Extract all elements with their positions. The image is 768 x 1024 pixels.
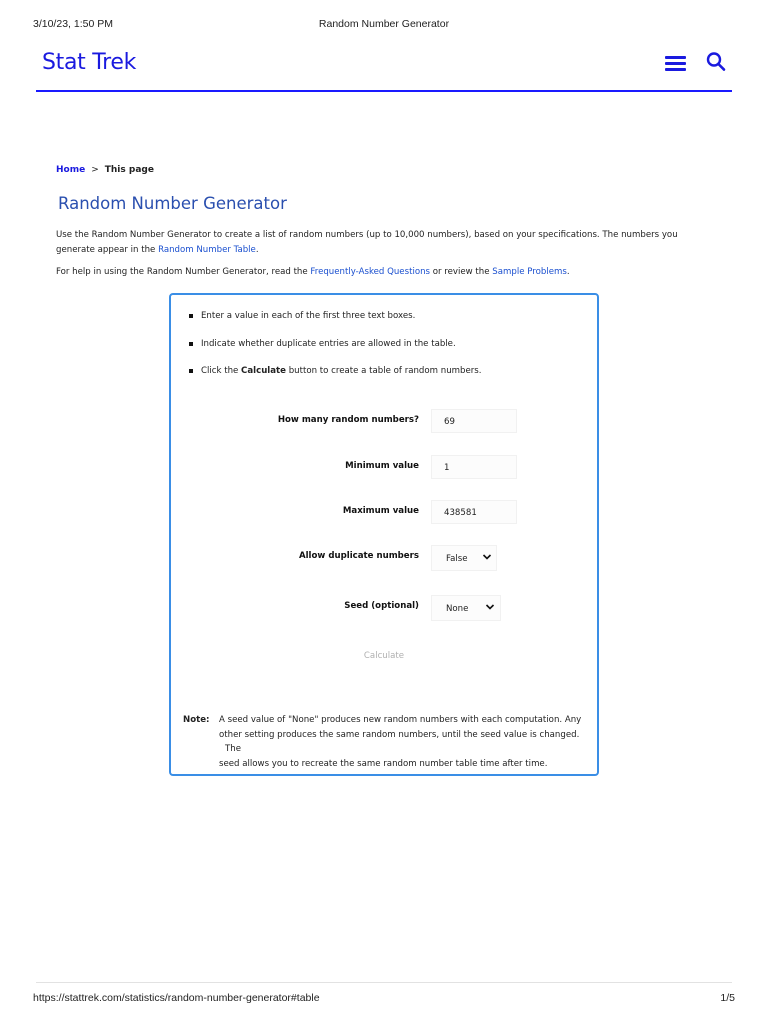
print-header (0, 18, 768, 32)
breadcrumb-home-link[interactable]: Home (56, 165, 86, 175)
chevron-down-icon (485, 602, 495, 612)
random-number-table-link[interactable]: Random Number Table (158, 244, 256, 255)
seed-value: None (446, 604, 469, 614)
faq-link[interactable]: Frequently-Asked Questions (310, 267, 431, 277)
search-icon[interactable] (705, 51, 727, 73)
print-footer (0, 992, 768, 1006)
min-label: Minimum value (345, 461, 419, 471)
instruction-item: Indicate whether duplicate entries are allowed in the table. (189, 339, 579, 367)
max-row (171, 500, 597, 524)
chevron-down-icon (482, 552, 492, 562)
print-url: https://stattrek.com/statistics/random-number-generator#table (33, 992, 320, 1004)
intro-paragraph (56, 228, 716, 257)
min-value-input[interactable]: 1 (431, 455, 517, 479)
generator-panel (169, 293, 599, 776)
print-datetime: 3/10/23, 1:50 PM (33, 18, 113, 30)
duplicates-label: Allow duplicate numbers (298, 551, 419, 561)
page-title: Random Number Generator (58, 194, 287, 213)
intro-text: Use the Random Number Generator to create a list of random numbers (up to 10,000 numbers), based on your specifications. The numbers you generate appear in the (56, 230, 678, 255)
max-value-input[interactable]: 438581 (431, 500, 517, 524)
footer-divider (36, 982, 732, 983)
count-row (171, 409, 597, 433)
note (183, 713, 583, 771)
help-text-3: . (566, 267, 570, 277)
help-text-2: or review the (430, 267, 493, 277)
breadcrumb-separator: > (91, 165, 99, 175)
print-title: Random Number Generator (318, 18, 450, 30)
instruction-item: Enter a value in each of the first three text boxes. (189, 311, 579, 339)
seed-select[interactable] (431, 595, 501, 621)
instruction-item: Click the Calculate button to create a table of random numbers. (189, 366, 579, 394)
print-page-number: 1/5 (720, 992, 735, 1004)
breadcrumb-current: This page (104, 165, 154, 175)
note-text: A seed value of "None" produces new random numbers with each computation. Any other setting produces the same random numbers, until the seed value is changed. The seed allows you to recreate the same random number table time after time. (219, 715, 582, 769)
calculate-button[interactable]: Calculate (363, 651, 405, 661)
seed-label: Seed (optional) (344, 601, 419, 611)
duplicates-select[interactable] (431, 545, 497, 571)
note-label: Note: (183, 715, 210, 725)
help-paragraph (56, 267, 716, 277)
breadcrumb (56, 165, 154, 175)
max-label: Maximum value (342, 506, 419, 516)
site-logo[interactable]: Stat Trek (42, 50, 137, 75)
intro-text-end: . (255, 244, 259, 255)
sample-problems-link[interactable]: Sample Problems (492, 267, 567, 277)
hamburger-menu-icon[interactable] (665, 54, 687, 72)
count-input[interactable]: 69 (431, 409, 517, 433)
calculate-keyword: Calculate (241, 366, 286, 376)
site-header (36, 48, 732, 92)
duplicates-value: False (446, 554, 468, 564)
help-text-1: For help in using the Random Number Generator, read the (56, 267, 311, 277)
count-label: How many random numbers? (277, 415, 419, 425)
seed-row (171, 595, 597, 619)
duplicates-row (171, 545, 597, 569)
instructions-list (189, 311, 579, 394)
min-row (171, 455, 597, 479)
